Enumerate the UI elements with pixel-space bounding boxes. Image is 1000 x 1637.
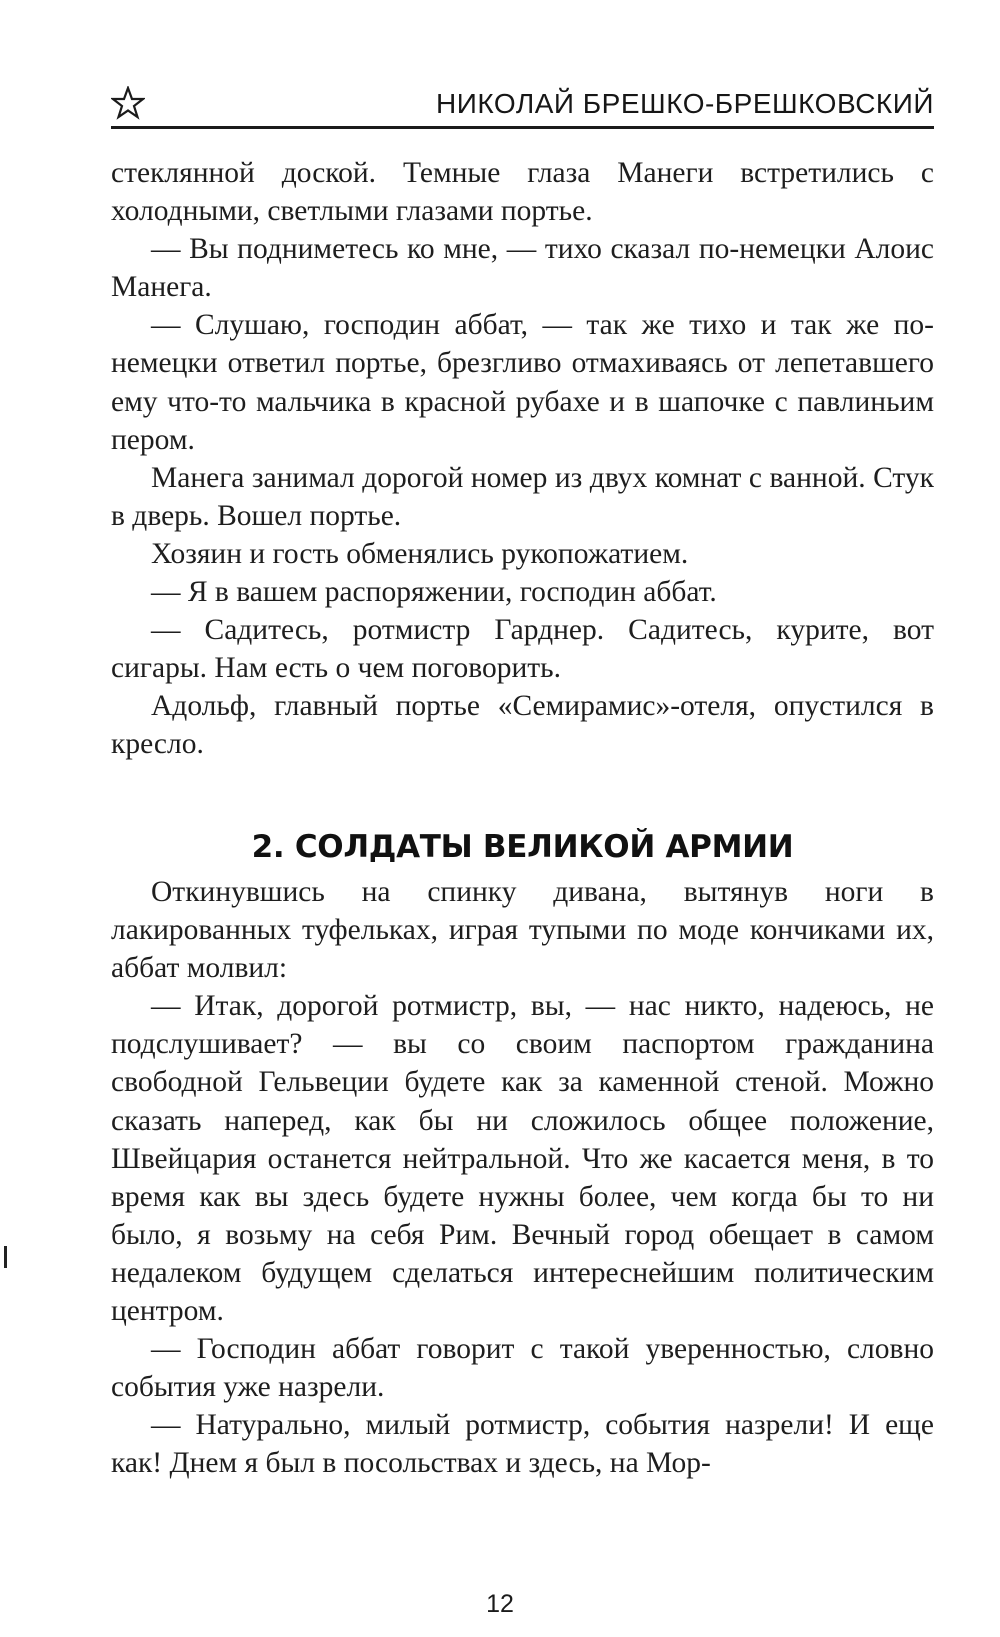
paragraph: — Натурально, милый ротмистр, события назрели! И еще как! Днем я был в посольствах и здесь, на Мор- bbox=[111, 1409, 934, 1480]
paragraph: — Итак, дорогой ротмистр, вы, — нас никто, надеюсь, не подслушивает? — вы со своим паспортом гражданина свободной Гельвеции будете как за каменной стеной. Можно сказать наперед, как бы ни сложилось общее положение, Швейцария останется нейтральной. Что же касается меня, в то время как вы здесь будете нужны более, чем когда бы то ни было, я возьму на себя Рим. Вечный город обещает в самом недалеком будущем сделаться интереснейшим политическим центром. bbox=[111, 990, 934, 1328]
chapter-heading: 2. СОЛДАТЫ ВЕЛИКОЙ АРМИИ bbox=[251, 829, 794, 865]
header-rule bbox=[111, 126, 934, 129]
margin-mark bbox=[4, 1246, 7, 1268]
paragraph: — Господин аббат говорит с такой уверенностью, словно события уже назрели. bbox=[111, 1333, 934, 1404]
continuation-text bbox=[111, 154, 934, 764]
paragraph: Манега занимал дорогой номер из двух комнат с ванной. Стук в дверь. Вошел портье. bbox=[111, 461, 934, 532]
star-icon bbox=[111, 86, 145, 120]
paragraph: стеклянной доской. Темные глаза Манеги встретились с холодными, светлыми глазами портье. bbox=[111, 157, 934, 228]
page-number: 12 bbox=[486, 1590, 514, 1618]
paragraph: — Садитесь, ротмистр Гарднер. Садитесь, курите, вот сигары. Нам есть о чем поговорить. bbox=[111, 614, 934, 685]
paragraph: — Вы подниметесь ко мне, — тихо сказал по-немецки Алоис Манега. bbox=[111, 233, 934, 304]
running-header bbox=[111, 82, 934, 128]
paragraph: Адольф, главный портье «Семирамис»-отеля, опустился в кресло. bbox=[111, 690, 934, 761]
chapter-text bbox=[111, 873, 934, 1483]
paragraph: Откинувшись на спинку дивана, вытянув ноги в лакированных туфельках, играя тупыми по моде кончиками их, аббат молвил: bbox=[111, 876, 934, 985]
paragraph: — Я в вашем распоряжении, господин аббат. bbox=[151, 576, 717, 609]
paragraph: — Слушаю, господин аббат, — так же тихо и так же по-немецки ответил портье, брезгливо отмахиваясь от лепетавшего ему что-то мальчика в красной рубахе и в шапочке с павлиньим пером. bbox=[111, 309, 934, 456]
paragraph: Хозяин и гость обменялись рукопожатием. bbox=[151, 537, 689, 570]
author-name: НИКОЛАЙ БРЕШКО-БРЕШКОВСКИЙ bbox=[436, 88, 934, 119]
